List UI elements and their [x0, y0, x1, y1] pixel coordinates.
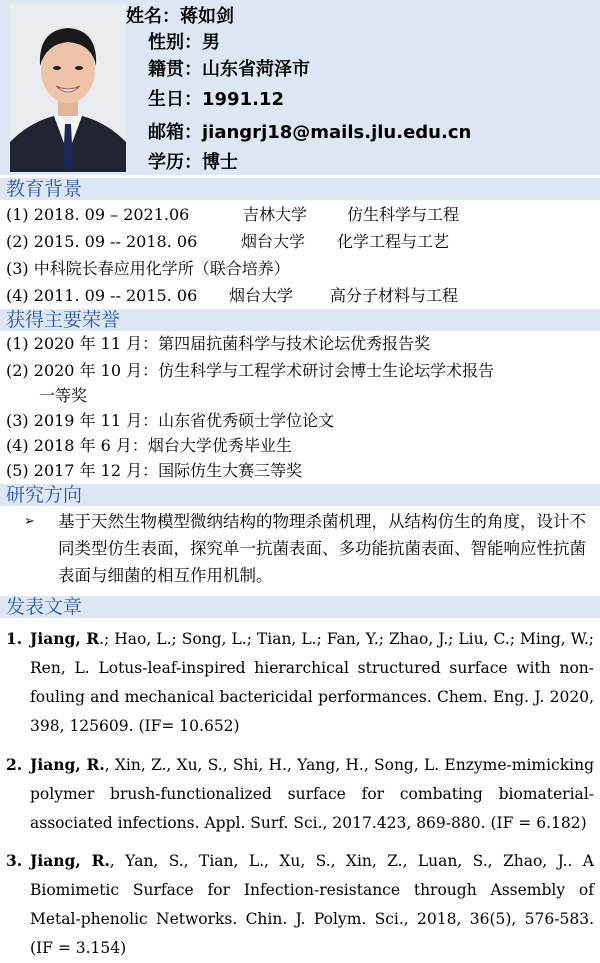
publication-author: Jiang, R. — [30, 755, 105, 774]
honor-item — [6, 411, 334, 431]
honor-index: (1) — [6, 334, 29, 353]
publication-item — [6, 846, 594, 963]
education-school: 中科院长春应用化学所（联合培养） — [33, 259, 290, 278]
publication-item — [6, 624, 594, 741]
honor-text-continued: 一等奖 — [39, 386, 88, 405]
profile-header — [0, 0, 600, 175]
publications-section-title: 发表文章 — [0, 596, 600, 618]
honor-text: 2020 年 11 月：第四届抗菌科学与技术论坛优秀报告奖 — [33, 334, 431, 353]
education-item — [6, 259, 290, 279]
education-major: 化学工程与工艺 — [337, 232, 450, 251]
email-value[interactable]: jiangrj18@mails.jlu.edu.cn — [202, 122, 472, 143]
education-school: 烟台大学 — [241, 232, 306, 251]
education-index: (3) — [6, 259, 29, 278]
origin-label: 籍贯： — [148, 59, 202, 80]
honor-item — [6, 361, 494, 381]
honor-item — [6, 334, 430, 354]
publication-citation — [30, 624, 594, 741]
education-period: 2018. 09 – 2021.06 — [33, 205, 190, 224]
name-value: 蒋如剑 — [180, 6, 234, 27]
arrow-bullet-icon: ➢ — [24, 514, 35, 529]
birth-label: 生日： — [148, 89, 202, 110]
education-period: 2015. 09 -- 2018. 06 — [33, 232, 198, 251]
education-section-title: 教育背景 — [0, 178, 600, 200]
education-major: 仿生科学与工程 — [347, 205, 460, 224]
publication-number: 2. — [6, 755, 23, 774]
degree-label: 学历： — [148, 152, 202, 173]
honor-text: 2017 年 12 月：国际仿生大赛三等奖 — [33, 461, 303, 480]
profile-photo — [10, 4, 126, 172]
honor-index: (4) — [6, 436, 29, 455]
publication-item — [6, 750, 594, 838]
birth-value: 1991.12 — [202, 89, 284, 110]
education-school: 吉林大学 — [243, 205, 308, 224]
publication-author: Jiang, R. — [30, 851, 110, 870]
email-row — [148, 122, 471, 144]
publication-author: Jiang, R — [30, 629, 100, 648]
honor-item — [6, 436, 292, 456]
publication-rest: , Yan, S., Tian, L., Xu, S., Xin, Z., Luan, S., Zhao, J.. A Biomimetic Surface for Infection-resistance through Assembly of Metal-phenolic Networks. Chin. J. Polym. Sci., 2018, 36(5), 576-583. (IF = 3.154) — [30, 852, 594, 957]
publication-citation — [30, 750, 594, 838]
research-section-title: 研究方向 — [0, 484, 600, 506]
honor-index: (5) — [6, 461, 29, 480]
gender-label: 性别： — [148, 32, 202, 53]
education-period: 2011. 09 -- 2015. 06 — [33, 286, 198, 305]
publication-number: 3. — [6, 851, 23, 870]
publication-citation — [30, 846, 594, 963]
honor-text: 2019 年 11 月：山东省优秀硕士学位论文 — [33, 411, 335, 430]
honor-text: 2020 年 10 月：仿生科学与工程学术研讨会博士生论坛学术报告 — [33, 361, 495, 380]
honor-text: 2018 年 6 月：烟台大学优秀毕业生 — [33, 436, 292, 455]
education-index: (1) — [6, 205, 29, 224]
degree-value: 博士 — [202, 152, 238, 173]
honors-section-title: 获得主要荣誉 — [0, 309, 600, 331]
name-row — [126, 6, 234, 28]
education-school: 烟台大学 — [229, 286, 294, 305]
education-index: (2) — [6, 232, 29, 251]
degree-row — [148, 152, 238, 174]
honor-item — [6, 461, 302, 481]
research-paragraph — [24, 508, 594, 589]
publication-rest: , Xin, Z., Xu, S., Shi, H., Yang, H., Song, L. Enzyme-mimicking polymer brush-functionalized surface for combating biomaterial-associated infections. Appl. Surf. Sci., 2017.423, 869-880. (IF = 6.182) — [30, 756, 594, 832]
publication-rest: .; Hao, L.; Song, L.; Tian, L.; Fan, Y.; Zhao, J.; Liu, C.; Ming, W.; Ren, L. Lotus-leaf-inspired hierarchical structured surface with non-fouling and mechanical bactericidal performances. Chem. Eng. J. 2020, 398, 125609. (IF= 10.652) — [30, 630, 595, 735]
honor-index: (3) — [6, 411, 29, 430]
origin-value: 山东省菏泽市 — [202, 59, 310, 80]
birth-row — [148, 89, 284, 111]
education-item — [6, 286, 197, 306]
name-label: 姓名： — [126, 6, 180, 27]
research-text: 基于天然生物模型微纳结构的物理杀菌机理，从结构仿生的角度，设计不同类型仿生表面，探究单一抗菌表面、多功能抗菌表面、智能响应性抗菌表面与细菌的相互作用机制。 — [58, 512, 586, 585]
education-index: (4) — [6, 286, 29, 305]
gender-value: 男 — [202, 32, 220, 53]
email-label: 邮箱： — [148, 122, 202, 143]
education-item — [6, 205, 189, 225]
education-major: 高分子材料与工程 — [330, 286, 459, 305]
education-item — [6, 232, 197, 252]
gender-row — [148, 32, 220, 54]
honor-index: (2) — [6, 361, 29, 380]
publication-number: 1. — [6, 629, 23, 648]
origin-row — [148, 59, 310, 81]
portrait-image — [10, 4, 126, 172]
